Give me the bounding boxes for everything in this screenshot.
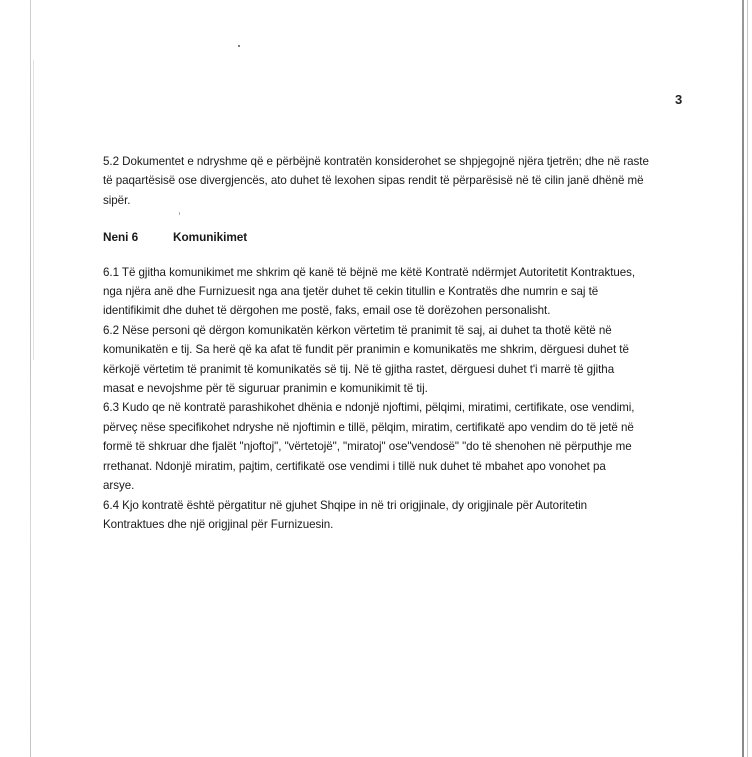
text-line: 6.1 Të gjitha komunikimet me shkrim që kanë të bëjnë me këtë Kontratë ndërmjet Autoritetit Kontraktues, [103,265,636,279]
scan-edge-left [30,0,31,757]
text-line: Kontraktues dhe një origjinal për Furnizuesin. [103,517,334,531]
article-number: Neni 6 [103,230,139,245]
scan-edge-left-faint [33,60,34,360]
paragraph-6-2 [103,321,681,399]
article-heading [103,228,681,247]
text-line: përveç nëse specifikohet ndryshe në njoftimin e tillë, pëlqim, miratim, certifikatë apo vendim do të jetë në [103,420,634,434]
text-line: formë të shkruar dhe fjalët "njoftoj", "vërtetojë", "miratoj" ose"vendosë" "do të shenohen në përputhje me [103,440,632,454]
text-line: kërkojë vërtetim të pranimit të komunikatës së tij. Në të gjitha rastet, dërguesi duhet t'i marrë të gjitha [103,362,615,376]
document-body [103,152,681,534]
text-line: arsye. [103,479,135,493]
page-number: 3 [675,92,683,107]
paragraph-5-2 [103,152,681,210]
text-line: 6.2 Nëse personi që dërgon komunikatën kërkon vërtetim të pranimit të saj, ai duhet ta thotë këtë në [103,323,612,337]
text-line: identifikimit dhe duhet të dërgohen me postë, faks, email ose të dorëzohen personalisht. [103,304,551,318]
text-line: masat e nevojshme për të siguruar pranimin e komunikimit të tij. [103,382,428,396]
scan-speck [238,45,240,47]
text-line: nga njëra anë dhe Furnizuesit nga ana tjetër duhet të cekin titullin e Kontratës dhe numrin e saj të [103,285,599,299]
text-line: 6.4 Kjo kontratë është përgatitur në gjuhet Shqipe in në tri origjinale, dy origjinale për Autoritetin [103,498,588,512]
scan-edge-right [742,0,744,757]
text-line: 6.3 Kudo qe në kontratë parashikohet dhënia e ndonjë njoftimi, pëlqimi, miratimi, certifikate, ose vendimi, [103,401,635,415]
paragraph-6-4 [103,496,681,535]
text-line: sipër. [103,193,131,207]
text-line: rrethanat. Ndonjë miratim, pajtim, certifikatë ose vendimi i tillë nuk duhet të mbahet apo vonohet pa [103,459,606,473]
paragraph-6-3 [103,398,681,495]
paragraph-6-1 [103,263,681,321]
article-title: Komunikimet [173,230,248,245]
text-line: komunikatën e tij. Sa herë që ka afat të fundit për pranimin e komunikatës me shkrim, dërguesi duhet të [103,343,629,357]
scan-edge-right-faint [747,0,748,757]
text-line: 5.2 Dokumentet e ndryshme që e përbëjnë kontratën konsiderohet se shpjegojnë njëra tjetrën; dhe në raste [103,155,649,168]
text-line: të paqartësisë ose divergjencës, ato duhet të lexohen sipas rendit të përparësisë në të cilin janë dhënë më [103,174,644,188]
